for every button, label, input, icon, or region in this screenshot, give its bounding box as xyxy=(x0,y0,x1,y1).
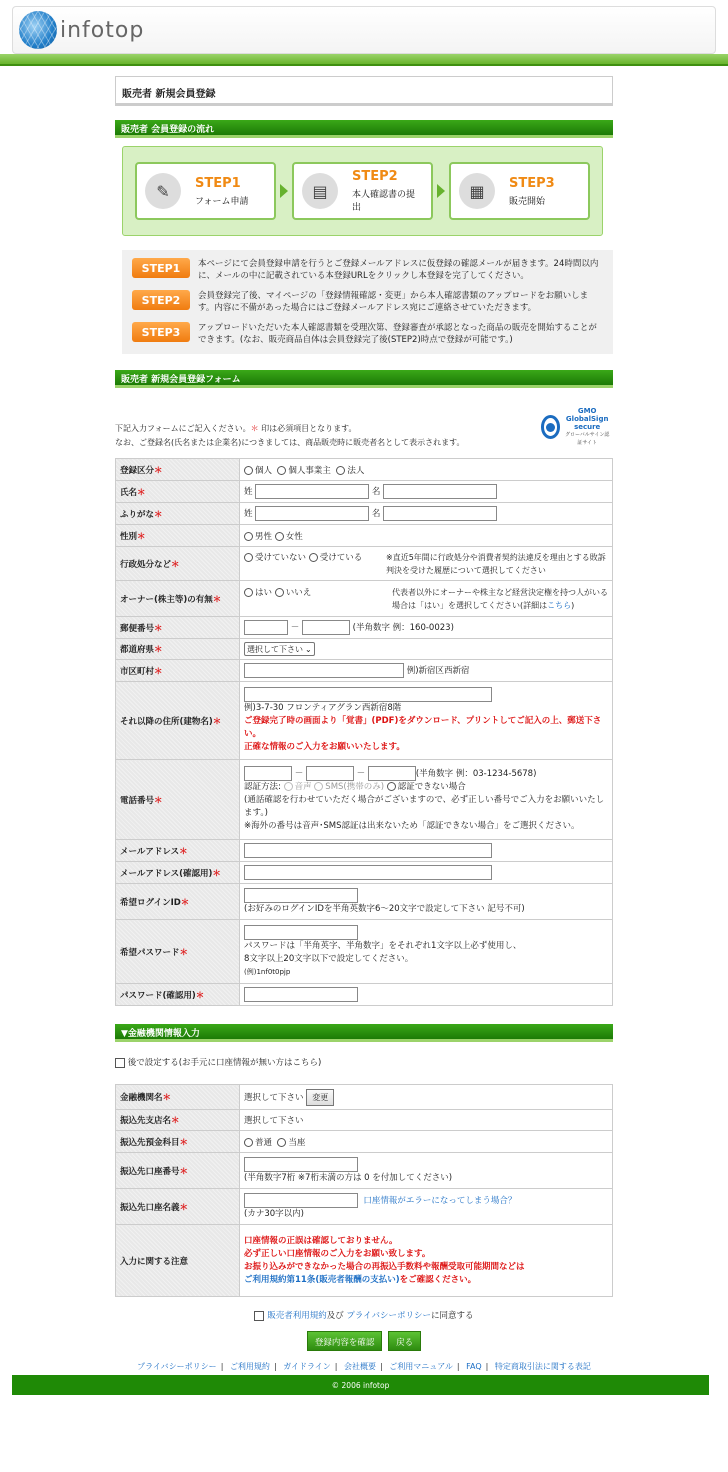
gmo-subtext: グローバルサイン認証サイト xyxy=(564,432,610,446)
address-warning: 正確な情報のご入力をお願いいたします。 xyxy=(244,742,405,752)
gender-radio-female[interactable] xyxy=(275,532,284,541)
radio-label: 受けている xyxy=(319,552,363,563)
auth-label: 認証方法: xyxy=(244,782,281,792)
footer-link-manual[interactable]: ご利用マニュアル xyxy=(389,1362,453,1371)
address-example: 例)3-7-30 フロンティアグラン西新宿8階 xyxy=(244,703,402,713)
account-type-options xyxy=(240,1131,613,1153)
row-owner xyxy=(116,581,613,617)
email-input[interactable] xyxy=(244,843,492,858)
kana-inputs xyxy=(240,503,613,525)
city-hint: 例)新宿区西新宿 xyxy=(406,666,470,676)
field-label: メールアドレス(確認用)＊ xyxy=(116,862,240,884)
phone-third-input[interactable] xyxy=(368,766,416,781)
step-label: フォーム申請 xyxy=(195,196,249,207)
password-input[interactable] xyxy=(244,925,358,940)
mei-label: 名 xyxy=(371,509,381,519)
main-content xyxy=(115,76,613,1351)
step-number: STEP3 xyxy=(509,175,555,191)
radio-label: 当座 xyxy=(288,1137,306,1148)
registration-form xyxy=(115,458,613,1006)
city-cell xyxy=(240,660,613,682)
pen-icon: ✎ xyxy=(145,173,181,209)
step-desc-text: アップロードいただいた本人確認書類を受理次第、登録審査が承認となった商品の販売を開始することができます。(なお、販売商品自体は会員登録完了後(STEP2)時点で登録が可能です。) xyxy=(198,323,597,345)
footer-link-terms[interactable]: ご利用規約 xyxy=(229,1362,270,1371)
bank-form xyxy=(115,1084,613,1297)
step-label: 本人確認書の提出 xyxy=(352,190,416,213)
field-label: 希望ログインID＊ xyxy=(116,884,240,920)
field-label: 金融機関名＊ xyxy=(116,1085,240,1110)
flow-heading: 販売者 会員登録の流れ xyxy=(115,120,613,138)
category-radio-individual[interactable] xyxy=(244,466,253,475)
admin-options xyxy=(240,547,613,581)
footer-link-guideline[interactable]: ガイドライン xyxy=(283,1362,331,1371)
password-confirm-input[interactable] xyxy=(244,987,358,1002)
login-id-hint: (お好みのログインIDを半角英数字6～20文字で設定して下さい 記号不可) xyxy=(244,903,525,914)
field-label: 振込先口座番号＊ xyxy=(116,1153,240,1189)
document-icon: ▤ xyxy=(302,173,338,209)
row-zip xyxy=(116,617,613,639)
field-label: 氏名＊ xyxy=(116,481,240,503)
account-type-radio-checking[interactable] xyxy=(277,1138,286,1147)
required-mark: ＊ xyxy=(250,424,259,433)
gmo-text: GMO xyxy=(577,407,597,415)
intro-text: 下記入力フォームにご記入ください。 xyxy=(115,424,251,433)
owner-note: 代表者以外にオーナーや株主など経営決定権を持つ人がいる場合は「はい」を選択してください(詳細はこちら) xyxy=(392,587,608,610)
login-id-input[interactable] xyxy=(244,888,358,903)
phone-first-input[interactable] xyxy=(244,766,292,781)
admin-radio-yes[interactable] xyxy=(309,553,318,562)
login-id-cell xyxy=(240,884,613,920)
shop-icon: ▦ xyxy=(459,173,495,209)
email-confirm-input[interactable] xyxy=(244,865,492,880)
footer-link-tokushoho[interactable]: 特定商取引法に関する表記 xyxy=(494,1362,591,1371)
auth-radio-sms[interactable] xyxy=(314,782,323,791)
first-name-input[interactable] xyxy=(383,484,497,499)
footer-link-company[interactable]: 会社概要 xyxy=(343,1362,376,1371)
seller-terms-link[interactable]: 販売者利用規約 xyxy=(267,1311,327,1321)
owner-radio-yes[interactable] xyxy=(244,588,253,597)
branch-cell xyxy=(240,1110,613,1131)
sei-label: 姓 xyxy=(244,487,253,497)
step-badge: STEP3 xyxy=(132,322,190,342)
field-label: 希望パスワード＊ xyxy=(116,920,240,984)
flow-steps xyxy=(122,146,603,236)
sei-label: 姓 xyxy=(244,509,253,519)
row-email-confirm xyxy=(116,862,613,884)
step-desc-3 xyxy=(132,322,603,346)
row-name xyxy=(116,481,613,503)
phone-hint: (半角数字 例：03-1234-5678) xyxy=(415,769,537,779)
gender-options xyxy=(240,525,613,547)
intro-line-2: なお、ご登録名(氏名または企業名)につきましては、商品販売時に販売者名として表示されます。 xyxy=(115,438,465,447)
logo-text: infotop xyxy=(60,17,145,43)
radio-label: 女性 xyxy=(285,531,303,542)
radio-label: 普通 xyxy=(255,1137,273,1148)
radio-label: 男性 xyxy=(255,531,273,542)
intro-text: 印は必須項目となります。 xyxy=(258,424,357,433)
zip-hint: (半角数字 例：160-0023) xyxy=(352,623,454,633)
radio-label: SMS(携帯のみ) xyxy=(325,782,385,792)
row-admin xyxy=(116,547,613,581)
first-name-kana-input[interactable] xyxy=(383,506,497,521)
form-buttons xyxy=(115,1331,613,1351)
gmo-text: GlobalSign xyxy=(565,415,609,423)
header-box xyxy=(12,6,716,54)
bank-later-label: 後で設定する(お手元に口座情報が無い方はこちら) xyxy=(127,1058,322,1068)
step-desc-2 xyxy=(132,290,603,314)
city-input[interactable] xyxy=(244,663,404,678)
page-title: 販売者 新規会員登録 xyxy=(115,76,613,106)
step-number: STEP1 xyxy=(195,175,241,191)
row-category xyxy=(116,459,613,481)
globalsign-seal-icon xyxy=(541,415,560,439)
caution-text: 必ず正しい口座情報のご入力をお願い致します。 xyxy=(244,1248,431,1259)
email-confirm-cell xyxy=(240,862,613,884)
category-radio-corporation[interactable] xyxy=(336,466,345,475)
step-label: 販売開始 xyxy=(509,196,546,207)
row-email xyxy=(116,840,613,862)
back-button[interactable]: 戻る xyxy=(388,1331,421,1351)
pref-cell xyxy=(240,639,613,660)
field-label: 登録区分＊ xyxy=(116,459,240,481)
row-password xyxy=(116,920,613,984)
footer-copyright: © 2006 infotop xyxy=(12,1375,709,1395)
field-label: 都道府県＊ xyxy=(116,639,240,660)
step-descriptions xyxy=(122,250,613,354)
row-account-holder xyxy=(116,1189,613,1225)
zip-inputs xyxy=(240,617,613,639)
caution-cell xyxy=(240,1225,613,1297)
last-name-input[interactable] xyxy=(255,484,369,499)
intro-line-1 xyxy=(115,422,613,436)
radio-label: 個人 xyxy=(255,465,273,476)
field-label: それ以降の住所(建物名)＊ xyxy=(116,682,240,760)
account-number-cell xyxy=(240,1153,613,1189)
radio-label: 法人 xyxy=(347,465,365,476)
radio-label: 音声 xyxy=(294,782,312,792)
footer-link-faq[interactable]: FAQ xyxy=(466,1362,482,1371)
field-label: 振込先支店名＊ xyxy=(116,1110,240,1131)
row-phone xyxy=(116,760,613,840)
agree-text: に同意する xyxy=(431,1311,474,1321)
prefecture-select[interactable]: 選択して下さい ⌄ xyxy=(244,642,315,656)
row-password-confirm xyxy=(116,984,613,1006)
bank-heading: ▼金融機関情報入力 xyxy=(115,1024,613,1042)
admin-note: ※直近5年間に行政処分や消費者契約法違反を理由とする敗訴判決を受けた履歴について選択してください xyxy=(386,552,606,575)
zip-dash: － xyxy=(290,623,300,633)
category-options xyxy=(240,459,613,481)
zip-second-input[interactable] xyxy=(302,620,350,635)
password-confirm-cell xyxy=(240,984,613,1006)
step-badge: STEP1 xyxy=(132,258,190,278)
bank-cell xyxy=(240,1085,613,1110)
field-label: 振込先預金科目＊ xyxy=(116,1131,240,1153)
field-label: パスワード(確認用)＊ xyxy=(116,984,240,1006)
row-caution xyxy=(116,1225,613,1297)
phone-dash: － xyxy=(294,769,304,779)
email-cell xyxy=(240,840,613,862)
auth-radio-none[interactable] xyxy=(387,782,396,791)
field-label: 性別＊ xyxy=(116,525,240,547)
branch-value: 選択して下さい xyxy=(244,1116,304,1126)
radio-label: 認証できない場合 xyxy=(397,782,466,792)
password-cell xyxy=(240,920,613,984)
row-kana xyxy=(116,503,613,525)
field-label: 郵便番号＊ xyxy=(116,617,240,639)
phone-note: (通話確認を行わせていただく場合がございますので、必ず正しい番号でご入力をお願いいたします。) xyxy=(244,795,605,818)
row-account-type xyxy=(116,1131,613,1153)
globe-logo-icon xyxy=(19,11,57,49)
field-label: メールアドレス＊ xyxy=(116,840,240,862)
owner-detail-link[interactable]: こちら xyxy=(547,600,572,610)
caution-text: をご確認ください。 xyxy=(399,1274,477,1285)
phone-cell xyxy=(240,760,613,840)
flow-step-3 xyxy=(449,162,590,220)
radio-label: 個人事業主 xyxy=(288,465,331,476)
address-input[interactable] xyxy=(244,687,492,702)
account-holder-cell xyxy=(240,1189,613,1225)
footer-links: プライバシーポリシー | ご利用規約 | ガイドライン | 会社概要 | ご利用マニュアル | FAQ | 特定商取引法に関する表記 xyxy=(137,1362,591,1371)
step-number: STEP2 xyxy=(352,169,398,184)
phone-dash: － xyxy=(356,769,366,779)
confirm-button[interactable]: 登録内容を確認 xyxy=(307,1331,383,1351)
account-holder-hint: (カナ30字以内) xyxy=(244,1208,304,1219)
caution-text: お振り込みができなかった場合の再振込手数料や報酬受取可能期間などは xyxy=(244,1261,525,1272)
field-label: 振込先口座名義＊ xyxy=(116,1189,240,1225)
bank-change-button[interactable]: 変更 xyxy=(306,1089,334,1106)
arrow-right-icon xyxy=(437,184,445,198)
step-desc-text: 会員登録完了後、マイページの「登録情報確認・変更」から本人確認書類のアップロードをお願いします。内容に不備があった場合にはご登録メールアドレス宛にご連絡させていただきます。 xyxy=(198,291,589,313)
row-address xyxy=(116,682,613,760)
radio-label: いいえ xyxy=(285,587,312,598)
mei-label: 名 xyxy=(371,487,381,497)
field-label: ふりがな＊ xyxy=(116,503,240,525)
address-cell xyxy=(240,682,613,760)
owner-radio-no[interactable] xyxy=(275,588,284,597)
row-pref xyxy=(116,639,613,660)
zip-first-input[interactable] xyxy=(244,620,288,635)
gmo-globalsign-seal[interactable] xyxy=(541,408,611,446)
agree-text: 及び xyxy=(326,1311,344,1321)
admin-radio-no[interactable] xyxy=(244,553,253,562)
arrow-right-icon xyxy=(280,184,288,198)
row-gender xyxy=(116,525,613,547)
account-number-hint: (半角数字7桁 ※7桁未満の方は 0 を付加してください) xyxy=(244,1172,453,1183)
bank-later-row xyxy=(115,1056,613,1068)
site-logo[interactable] xyxy=(19,11,144,49)
account-number-input[interactable] xyxy=(244,1157,358,1172)
row-branch xyxy=(116,1110,613,1131)
agree-checkbox[interactable] xyxy=(254,1311,264,1321)
phone-second-input[interactable] xyxy=(306,766,354,781)
row-bank xyxy=(116,1085,613,1110)
step-desc-text: 本ページにて会員登録申請を行うとご登録メールアドレスに仮登録の確認メールが届きます。24時間以内に、メールの中に記載されている本登録URLをクリックし本登録を完了してください。 xyxy=(198,259,599,281)
field-label: 市区町村＊ xyxy=(116,660,240,682)
password-example: (例)1nf0t0pjp xyxy=(244,967,291,976)
field-label: 電話番号＊ xyxy=(116,760,240,840)
terms-article-link[interactable]: ご利用規約第11条(販売者報酬の支払い) xyxy=(244,1274,400,1285)
row-account-number xyxy=(116,1153,613,1189)
field-label: オーナー(株主等)の有無＊ xyxy=(116,581,240,617)
chevron-down-icon: ⌄ xyxy=(305,644,312,654)
category-radio-sole-proprietor[interactable] xyxy=(277,466,286,475)
password-note: パスワードは「半角英字、半角数字」をそれぞれ1文字以上必ず使用し、 xyxy=(244,940,522,951)
bank-value: 選択して下さい xyxy=(244,1092,304,1103)
form-intro xyxy=(115,388,613,446)
row-login-id xyxy=(116,884,613,920)
field-label: 行政処分など＊ xyxy=(116,547,240,581)
gender-radio-male[interactable] xyxy=(244,532,253,541)
phone-note: ※海外の番号は音声･SMS認証は出来ないため「認証できない場合」をご選択ください。 xyxy=(244,821,580,831)
footer-link-privacy[interactable]: プライバシーポリシー xyxy=(137,1362,217,1371)
account-holder-input[interactable] xyxy=(244,1193,358,1208)
radio-label: はい xyxy=(255,587,273,598)
auth-radio-voice[interactable] xyxy=(284,782,293,791)
flow-step-2 xyxy=(292,162,433,220)
account-type-radio-ordinary[interactable] xyxy=(244,1138,253,1147)
name-inputs xyxy=(240,481,613,503)
bank-later-checkbox[interactable] xyxy=(115,1058,125,1068)
flow-step-1 xyxy=(135,162,276,220)
address-warning: ご登録完了時の画面より「覚書」(PDF)をダウンロード、プリントしてご記入の上、郵送下さい。 xyxy=(244,716,602,739)
agree-row xyxy=(115,1309,613,1321)
step-badge: STEP2 xyxy=(132,290,190,310)
privacy-policy-link[interactable]: プライバシーポリシー xyxy=(346,1311,431,1321)
field-label: 入力に関する注意 xyxy=(116,1225,240,1297)
owner-options xyxy=(240,581,613,617)
row-city xyxy=(116,660,613,682)
header-green-line xyxy=(0,64,728,66)
password-note: 8文字以上20文字以下で設定してください。 xyxy=(244,953,414,964)
account-error-link[interactable]: 口座情報がエラーになってしまう場合？ xyxy=(363,1195,517,1206)
step-desc-1 xyxy=(132,258,603,282)
form-heading: 販売者 新規会員登録フォーム xyxy=(115,370,613,388)
gmo-text: secure xyxy=(574,423,601,431)
caution-text: 口座情報の正誤は確認しておりません。 xyxy=(244,1235,398,1246)
last-name-kana-input[interactable] xyxy=(255,506,369,521)
radio-label: 受けていない xyxy=(255,552,307,563)
